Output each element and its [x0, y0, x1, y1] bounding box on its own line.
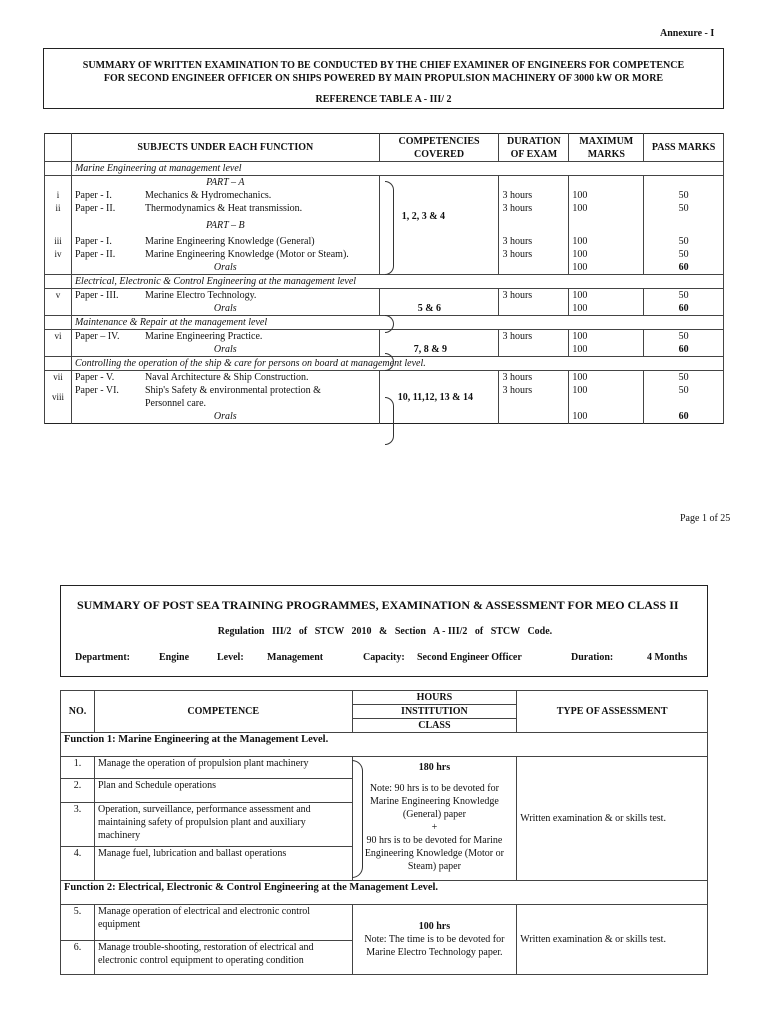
f2-hours-cell: 100 hrs Note: The time is to be devoted for Marine Electro Technology paper. — [352, 905, 517, 975]
header-competencies: COMPETENCIES COVERED — [379, 134, 499, 162]
capacity-value: Second Engineer Officer — [417, 652, 522, 663]
orals-row: Orals 7, 8 & 9 100 60 — [45, 343, 724, 357]
section-marine: Marine Engineering at management level — [71, 162, 723, 176]
page1-title-line1: SUMMARY OF WRITTEN EXAMINATION TO BE CONDUCTED BY THE CHIEF EXAMINER OF ENGINEERS FOR COMPETENCE — [82, 60, 685, 71]
brace — [352, 760, 363, 878]
table-row: viii Paper - VI. Ship's Safety & environmental protection & Personnel care. 3 hours 100 50 — [45, 384, 724, 410]
table-row: v Paper - III. Marine Electro Technology. 3 hours 100 50 — [45, 289, 724, 303]
part-b: PART – B — [71, 215, 379, 235]
page1-title-box — [43, 48, 724, 109]
f1-assessment: Written examination & or skills test. — [517, 757, 708, 881]
f1-hours-cell: 180 hrs Note: 90 hrs is to be devoted for Marine Engineering Knowledge (General) paper + 90 hrs is to be devoted for Marine Engineering Knowledge (Motor or Steam) paper — [352, 757, 517, 881]
col-num — [45, 134, 72, 162]
list-item: 6. Manage trouble-shooting, restoration of electrical and electronic control equipment to operating condition — [61, 941, 708, 975]
header-competence: COMPETENCE — [94, 691, 352, 733]
dept-value: Engine — [159, 652, 190, 663]
competencies-2: 5 & 6 — [379, 302, 499, 316]
section-controlling: Controlling the operation of the ship & care for persons on board at management level. — [71, 357, 723, 371]
table-row: vi Paper – IV. Marine Engineering Practice. 3 hours 100 50 — [45, 330, 724, 344]
list-item: 4. Manage fuel, lubrication and ballast operations — [61, 847, 708, 881]
table-row: i Paper - I. Mechanics & Hydromechanics. 3 hours 100 50 — [45, 189, 724, 202]
header-class: CLASS — [352, 719, 517, 733]
page1-reference: REFERENCE TABLE A - III/ 2 — [315, 94, 452, 105]
page2-title: SUMMARY OF POST SEA TRAINING PROGRAMMES, EXAMINATION & ASSESSMENT FOR MEO CLASS II — [77, 598, 679, 612]
section-electrical: Electrical, Electronic & Control Engineering at the management level — [71, 275, 723, 289]
f2-assessment: Written examination & or skills test. — [517, 905, 708, 975]
header-hours: HOURS — [352, 691, 517, 705]
annexure-label: Annexure - I — [660, 28, 715, 39]
regulation-line: Regulation III/2 of STCW 2010 & Section A - III/2 of STCW Code. — [217, 626, 553, 637]
brace — [385, 397, 394, 445]
duration-label: Duration: — [571, 652, 614, 663]
competencies-3: 7, 8 & 9 — [379, 343, 499, 357]
training-table — [60, 690, 708, 975]
table-row: ii Paper - II. Thermodynamics & Heat transmission. 1, 2, 3 & 4 3 hours 100 50 — [45, 202, 724, 215]
orals-row: Orals 100 60 — [45, 410, 724, 424]
level-label: Level: — [217, 652, 244, 663]
section-maintenance: Maintenance & Repair at the management level — [71, 316, 723, 330]
duration-value: 4 Months — [647, 652, 688, 663]
table-row: iii Paper - I. Marine Engineering Knowledge (General) 3 hours 100 50 — [45, 235, 724, 248]
list-item: 2. Plan and Schedule operations — [61, 779, 708, 803]
list-item: 3. Operation, surveillance, performance assessment and maintaining safety of propulsion plant and auxiliary machinery — [61, 803, 708, 847]
table-row: iv Paper - II. Marine Engineering Knowledge (Motor or Steam). 3 hours 100 50 — [45, 248, 724, 261]
function-1: Function 1: Marine Engineering at the Management Level. — [61, 733, 708, 757]
header-no: NO. — [61, 691, 95, 733]
page2-title-box — [60, 585, 708, 677]
brace — [385, 181, 394, 275]
table-row: vii Paper - V. Naval Architecture & Ship Construction. 10, 11,12, 13 & 14 3 hours 100 50 — [45, 371, 724, 385]
competencies-4: 10, 11,12, 13 & 14 — [379, 371, 499, 424]
capacity-label: Capacity: — [363, 652, 405, 663]
part-a: PART – A — [71, 176, 379, 190]
orals-row: Orals 100 60 — [45, 261, 724, 275]
header-assessment: TYPE OF ASSESSMENT — [517, 691, 708, 733]
page1-title-line2: FOR SECOND ENGINEER OFFICER ON SHIPS POWERED BY MAIN PROPULSION MACHINERY OF 3000 kW OR MORE — [103, 73, 664, 84]
list-item: 5. Manage operation of electrical and electronic control equipment 100 hrs Note: The time is to be devoted for Marine Electro Technology paper. Written examination & or skills test. — [61, 905, 708, 941]
header-max: MAXIMUM MARKS — [569, 134, 644, 162]
written-exam-table — [44, 133, 724, 424]
header-institution: INSTITUTION — [352, 705, 517, 719]
page-number: Page 1 of 25 — [680, 513, 731, 524]
orals-row: Orals 5 & 6 100 60 — [45, 302, 724, 316]
competencies-1: 1, 2, 3 & 4 — [379, 202, 499, 261]
level-value: Management — [267, 652, 324, 663]
header-pass: PASS MARKS — [644, 134, 724, 162]
header-duration: DURATION OF EXAM — [499, 134, 569, 162]
header-subjects: SUBJECTS UNDER EACH FUNCTION — [71, 134, 379, 162]
dept-label: Department: — [75, 652, 130, 663]
list-item: 1. Manage the operation of propulsion plant machinery 180 hrs Note: 90 hrs is to be devoted for Marine Engineering Knowledge (General) paper + 90 hrs is to be devoted for Marine Engineering Knowledge (Motor or Steam) paper Written examination & or skills test. — [61, 757, 708, 779]
function-2: Function 2: Electrical, Electronic & Control Engineering at the Management Level. — [61, 881, 708, 905]
